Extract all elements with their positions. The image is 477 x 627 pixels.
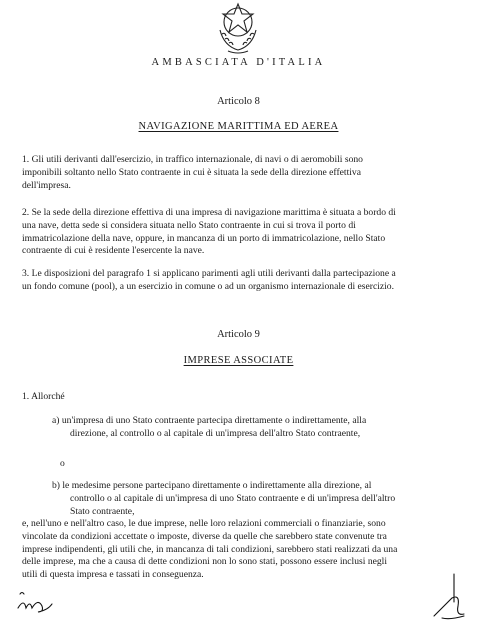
article-9-conclusion bbox=[22, 518, 454, 582]
text-line: direzione, al controllo o al capitale di un'impresa dell'altro Stato contraente, bbox=[70, 427, 361, 439]
text-line: e, nell'uno e nell'altro caso, le due imprese, nelle loro relazioni commerciali o finanziarie, sono bbox=[22, 518, 386, 529]
article-9-item-a bbox=[52, 415, 454, 441]
text-line: delle imprese, ma che a causa di dette condizioni non lo sono stati, possono essere inclusi negli bbox=[22, 556, 388, 568]
article-9-intro: 1. Allorché bbox=[22, 391, 65, 402]
text-line: a) un'impresa di uno Stato contraente partecipa direttamente o indirettamente, alla bbox=[52, 415, 367, 426]
text-line: imponibili soltanto nello Stato contraente in cui è situata la sede della direzione effettiva bbox=[22, 166, 361, 178]
article-9-or: o bbox=[60, 458, 65, 469]
text-line: b) le medesime persone partecipano direttamente o indirettamente alla direzione, al bbox=[52, 480, 372, 491]
article-8-subtitle: NAVIGAZIONE MARITTIMA ED AEREA bbox=[138, 121, 339, 132]
signature-left-icon bbox=[14, 588, 64, 618]
text-line: dell'impresa. bbox=[22, 179, 71, 191]
article-8-paragraph-3 bbox=[22, 268, 454, 294]
article-8-paragraph-1 bbox=[22, 154, 454, 192]
article-9-item-b bbox=[52, 480, 454, 518]
text-line: Stato contraente, bbox=[70, 505, 135, 517]
signature-right-icon bbox=[424, 572, 472, 624]
embassy-header: AMBASCIATA D'ITALIA bbox=[151, 57, 326, 68]
text-line: 3. Le disposizioni del paragrafo 1 si applicano parimenti agli utili derivanti dalla partecipazione a bbox=[22, 268, 396, 279]
article-9-subtitle: IMPRESE ASSOCIATE bbox=[183, 355, 294, 366]
italian-republic-emblem-icon bbox=[210, 0, 266, 56]
text-line: utili di questa impresa e tassati in conseguenza. bbox=[22, 569, 204, 581]
text-line: 1. Gli utili derivanti dall'esercizio, in traffico internazionale, di navi o di aeromobili sono bbox=[22, 154, 363, 165]
text-line: un fondo comune (pool), a un esercizio in comune o ad un organismo internazionale di esercizio. bbox=[22, 280, 394, 292]
text-line: 2. Se la sede della direzione effettiva di una impresa di navigazione marittima è situata a bordo di bbox=[22, 207, 396, 218]
text-line: immatricolazione della nave, oppure, in mancanza di un porto di immatricolazione, nello Stato bbox=[22, 232, 386, 244]
text-line: imprese indipendenti, gli utili che, in mancanza di tali condizioni, sarebbero stati realizzati da una bbox=[22, 543, 398, 555]
article-9-heading: Articolo 9 bbox=[217, 329, 260, 340]
text-line: vincolate da condizioni accettate o imposte, diverse da quelle che sarebbero state convenute tra bbox=[22, 530, 387, 542]
text-line: una nave, detta sede si considera situata nello Stato contraente in cui si trova il porto di bbox=[22, 219, 356, 231]
article-8-paragraph-2 bbox=[22, 207, 454, 258]
text-line: contraente di cui è residente l'esercente la nave. bbox=[22, 245, 205, 257]
article-8-heading: Articolo 8 bbox=[217, 96, 260, 107]
text-line: controllo o al capitale di un'impresa di uno Stato contraente e di un'impresa dell'altro bbox=[70, 492, 396, 504]
